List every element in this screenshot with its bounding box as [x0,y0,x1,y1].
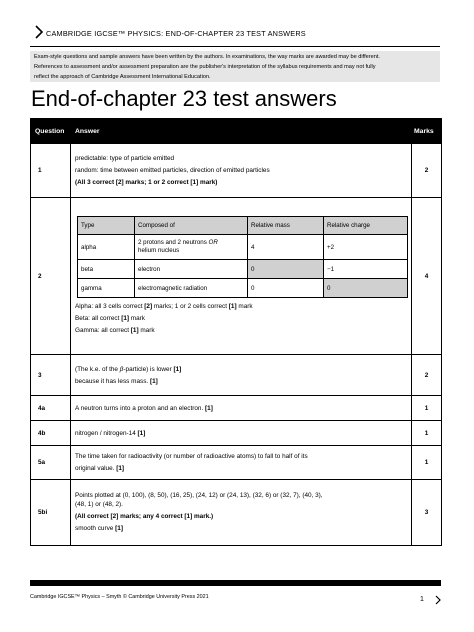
question-number: 2 [31,198,71,355]
answer-cell [71,144,412,198]
disclaimer-line: reflect the approach of Cambridge Assessment International Education. [34,74,211,80]
text: because it has less mass. [75,377,150,385]
text: Alpha: all 3 cells correct [75,303,145,310]
composition-text: helium nucleus [138,247,180,254]
question-number: 5bi [31,480,71,546]
text: mark [138,327,155,334]
particle-composition [135,235,248,260]
text: nitrogen / nitrogen-14 [75,429,138,437]
particle-table [77,216,408,298]
question-number: 4b [31,421,71,446]
particle-composition: electromagnetic radiation [135,279,248,298]
answer-line [75,464,407,473]
marks-value: 1 [412,446,442,480]
header-divider [30,46,440,47]
text: original value. [75,465,117,472]
mark-bold: [1] [205,404,213,412]
answer-line [75,302,407,311]
text: Beta: all correct [75,315,122,322]
footer-copyright: Cambridge IGCSE™ Physics – Smyth © Cambridge University Press 2021 [30,594,209,600]
particle-composition: electron [135,260,248,279]
text: -particle) is lower [123,365,174,373]
table-row [31,480,442,546]
answer-line [75,377,407,386]
answer-line: predictable: type of particle emitted [75,155,175,162]
text: A neutron turns into a proton and an electron. [75,404,206,412]
text: marks; 1 or 2 cells correct [152,303,229,310]
question-number: 3 [31,355,71,396]
particle-type: gamma [78,279,135,298]
mass-header: Relative mass [248,217,324,235]
particle-mass: 0 [248,279,324,298]
charge-header: Relative charge [324,217,408,235]
composed-header: Composed of [135,217,248,235]
answers-table [30,118,442,546]
mark-bold: [1] [116,465,125,472]
marks-value: 1 [412,421,442,446]
composition-text: 2 protons and 2 neutrons [138,239,209,246]
marks-value: 2 [412,355,442,396]
table-row [31,198,442,355]
answer-line [75,524,407,533]
answer-line [75,326,407,335]
beta-symbol: β [119,365,124,373]
type-header: Type [78,217,135,235]
mark-bold: [2] [144,303,153,310]
disclaimer [30,51,440,82]
header-title: CAMBRIDGE IGCSE™ PHYSICS: END-OF-CHAPTER 23 TEST ANSWERS [46,29,306,38]
answer-line: The time taken for radioactivity (or number of radioactive atoms) to fall to half of its [75,453,308,460]
particle-charge: +2 [324,235,408,260]
mark-bold: [1] [149,377,158,385]
question-header: Question [31,119,71,144]
particle-charge: 0 [324,279,408,298]
text: mark [236,303,253,310]
question-number: 1 [31,144,71,198]
answer-line [75,314,407,323]
table-row [31,396,442,421]
mark-bold: [1] [173,365,182,373]
marks-value: 3 [412,480,442,546]
text: smooth curve [75,525,116,532]
question-number: 5a [31,446,71,480]
chevron-right-icon [34,24,44,40]
particle-mass: 0 [248,260,324,279]
answer-cell [71,421,412,446]
answer-cell [71,446,412,480]
composition-or: OR [208,239,218,246]
footer-bar [30,580,441,586]
chevron-right-icon [434,594,442,606]
table-row [31,144,442,198]
answer-line: (All 3 correct [2] marks; 1 or 2 correct [1] mark) [75,179,218,186]
particle-row-beta [78,260,408,279]
particle-type: alpha [78,235,135,260]
page-number: 1 [420,596,424,603]
mark-bold: [1] [115,525,123,532]
page-title: End-of-chapter 23 test answers [31,86,337,111]
answer-line: random: time between emitted particles, direction of emitted particles [75,167,270,174]
answer-cell [71,198,412,355]
table-row [31,355,442,396]
particle-mass: 4 [248,235,324,260]
table-row [31,421,442,446]
mark-bold: [1] [137,429,146,437]
particle-row-gamma [78,279,408,298]
question-number: 4a [31,396,71,421]
table-row [31,446,442,480]
text: Gamma: all correct [75,327,131,334]
answer-cell [71,355,412,396]
marks-header: Marks [412,119,442,144]
disclaimer-line: Exam-style questions and sample answers have been written by the authors. In examinations, the way marks are awarded may be different. [34,54,380,60]
marks-value: 4 [412,198,442,355]
disclaimer-line: References to assessment and/or assessment preparation are the publisher's interpretation of the syllabus requirements and may not fully [34,64,376,70]
answer-line: (48, 1) or (48, 2). [75,501,123,508]
particle-charge: −1 [324,260,408,279]
mark-bold: [1] [121,315,129,322]
answer-line: (All correct [2] marks; any 4 correct [1] mark.) [75,513,214,520]
text: (The k.e. of the [75,365,120,373]
answer-header: Answer [71,119,412,144]
answer-line [75,365,407,374]
particle-row-alpha [78,235,408,260]
answer-line: Points plotted at (0, 100), (8, 50), (16, 25), (24, 12) or (24, 13), (32, 6) or (32, 7), (40, 3), [75,492,323,499]
marks-value: 1 [412,396,442,421]
mark-bold: [1] [228,303,237,310]
table-header-row [31,119,442,144]
answer-cell [71,480,412,546]
answer-cell [71,396,412,421]
particle-table-header [78,217,408,235]
mark-bold: [1] [130,327,139,334]
text: mark [129,315,145,322]
marks-value: 2 [412,144,442,198]
particle-type: beta [78,260,135,279]
